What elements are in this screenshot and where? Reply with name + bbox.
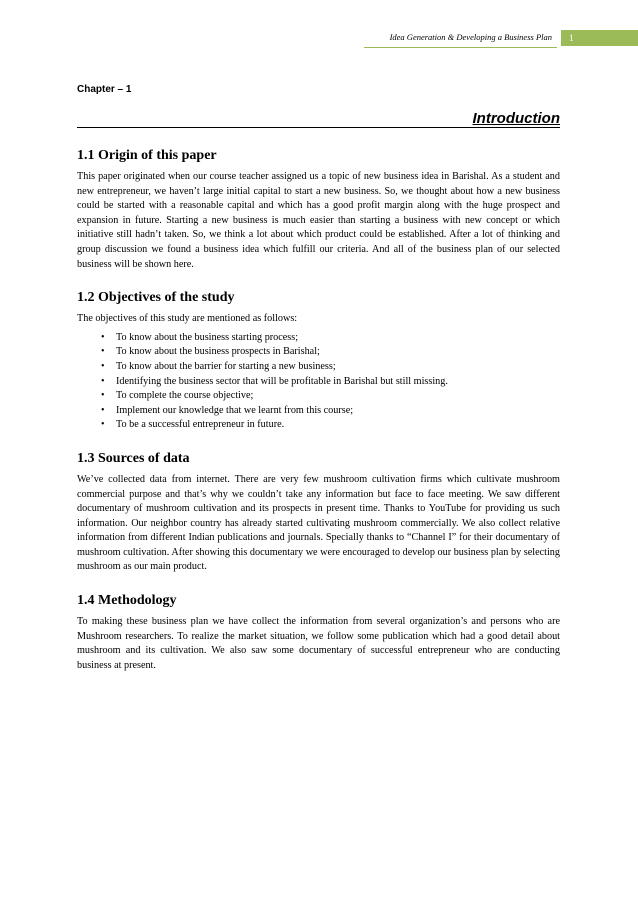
list-item bbox=[77, 375, 560, 390]
section-paragraph: To making these business plan we have collect the information from several organization’s and persons who are Mushroom researchers. To realize the market situation, we follow some publication which had a good detail about mushroom and its cultivation. We also saw some documentary of successful entrepreneur who are conducting business at present. bbox=[77, 616, 560, 671]
list-item-text: To complete the course objective; bbox=[116, 390, 254, 402]
section-heading: 1.3 Sources of data bbox=[77, 450, 190, 466]
section-heading: 1.2 Objectives of the study bbox=[77, 290, 235, 306]
bullet-icon: • bbox=[101, 360, 105, 372]
bullet-icon: • bbox=[101, 346, 105, 358]
list-item-text: Identifying the business sector that will be profitable in Barishal but still missing. bbox=[116, 375, 448, 387]
chapter-label: Chapter – 1 bbox=[77, 84, 132, 95]
header-title: Idea Generation & Developing a Business Plan bbox=[389, 32, 552, 42]
section-objectives bbox=[77, 289, 560, 433]
section-methodology bbox=[77, 592, 560, 673]
list-item bbox=[77, 360, 560, 375]
section-heading: 1.4 Methodology bbox=[77, 593, 177, 609]
objectives-list bbox=[77, 331, 560, 433]
list-item bbox=[77, 418, 560, 433]
list-item-text: To know about the business prospects in Barishal; bbox=[116, 346, 320, 358]
page-header bbox=[0, 30, 638, 48]
list-item-text: To know about the business starting process; bbox=[116, 331, 299, 343]
section-paragraph: We’ve collected data from internet. There are very few mushroom cultivation firms which cultivate mushroom commercial purpose and that’s why we couldn’t take any information but face to face meeting. We saw different documentary of mushroom cultivation and its prospects in present time. Thanks to YouTube for providing us such information. Our neighbor country has already started cultivating mushroom commercially. We also collect relative information from different Indian publications and journals. Specially thanks to “Channel I” for their documentary of mushroom cultivation. After showing this documentary we were encouraged to develop our business plan by selecting mushroom as our main product. bbox=[77, 473, 560, 573]
section-intro-text: The objectives of this study are mentioned as follows: bbox=[77, 313, 298, 325]
list-item bbox=[77, 331, 560, 346]
section-heading: 1.1 Origin of this paper bbox=[77, 148, 217, 163]
document-body bbox=[77, 147, 560, 690]
bullet-icon: • bbox=[101, 390, 105, 402]
list-item-text: To know about the barrier for starting a new business; bbox=[116, 360, 336, 372]
section-sources bbox=[77, 450, 560, 575]
list-item bbox=[77, 345, 560, 360]
bullet-icon: • bbox=[101, 419, 105, 431]
list-item bbox=[77, 389, 560, 404]
section-origin bbox=[77, 147, 560, 272]
bullet-icon: • bbox=[101, 375, 105, 387]
list-item-text: Implement our knowledge that we learnt from this course; bbox=[116, 404, 354, 416]
list-item bbox=[77, 404, 560, 419]
header-divider bbox=[364, 47, 557, 48]
section-paragraph: This paper originated when our course teacher assigned us a topic of new business idea in Barishal. As a student and new entrepreneur, we haven’t large initial capital to start a new business. So, we thought about how a new business could be started with a reasonable capital and which has a good profit margin along with the huge prospect and expansion in future. Starting a new business is much easier than starting a business with new concept or which initiative still hadn’t taken. So, we think a lot about which product could be established. After a lot of thinking and group discussion we found a business idea which fulfill our criteria. And all of the business plan of our selected business will be shown here. bbox=[77, 171, 560, 270]
list-item-text: To be a successful entrepreneur in future. bbox=[116, 419, 285, 431]
bullet-icon: • bbox=[101, 404, 105, 416]
intro-heading: Introduction bbox=[472, 110, 560, 127]
intro-heading-rule bbox=[77, 106, 560, 128]
page-number: 1 bbox=[561, 30, 638, 46]
bullet-icon: • bbox=[101, 331, 105, 343]
